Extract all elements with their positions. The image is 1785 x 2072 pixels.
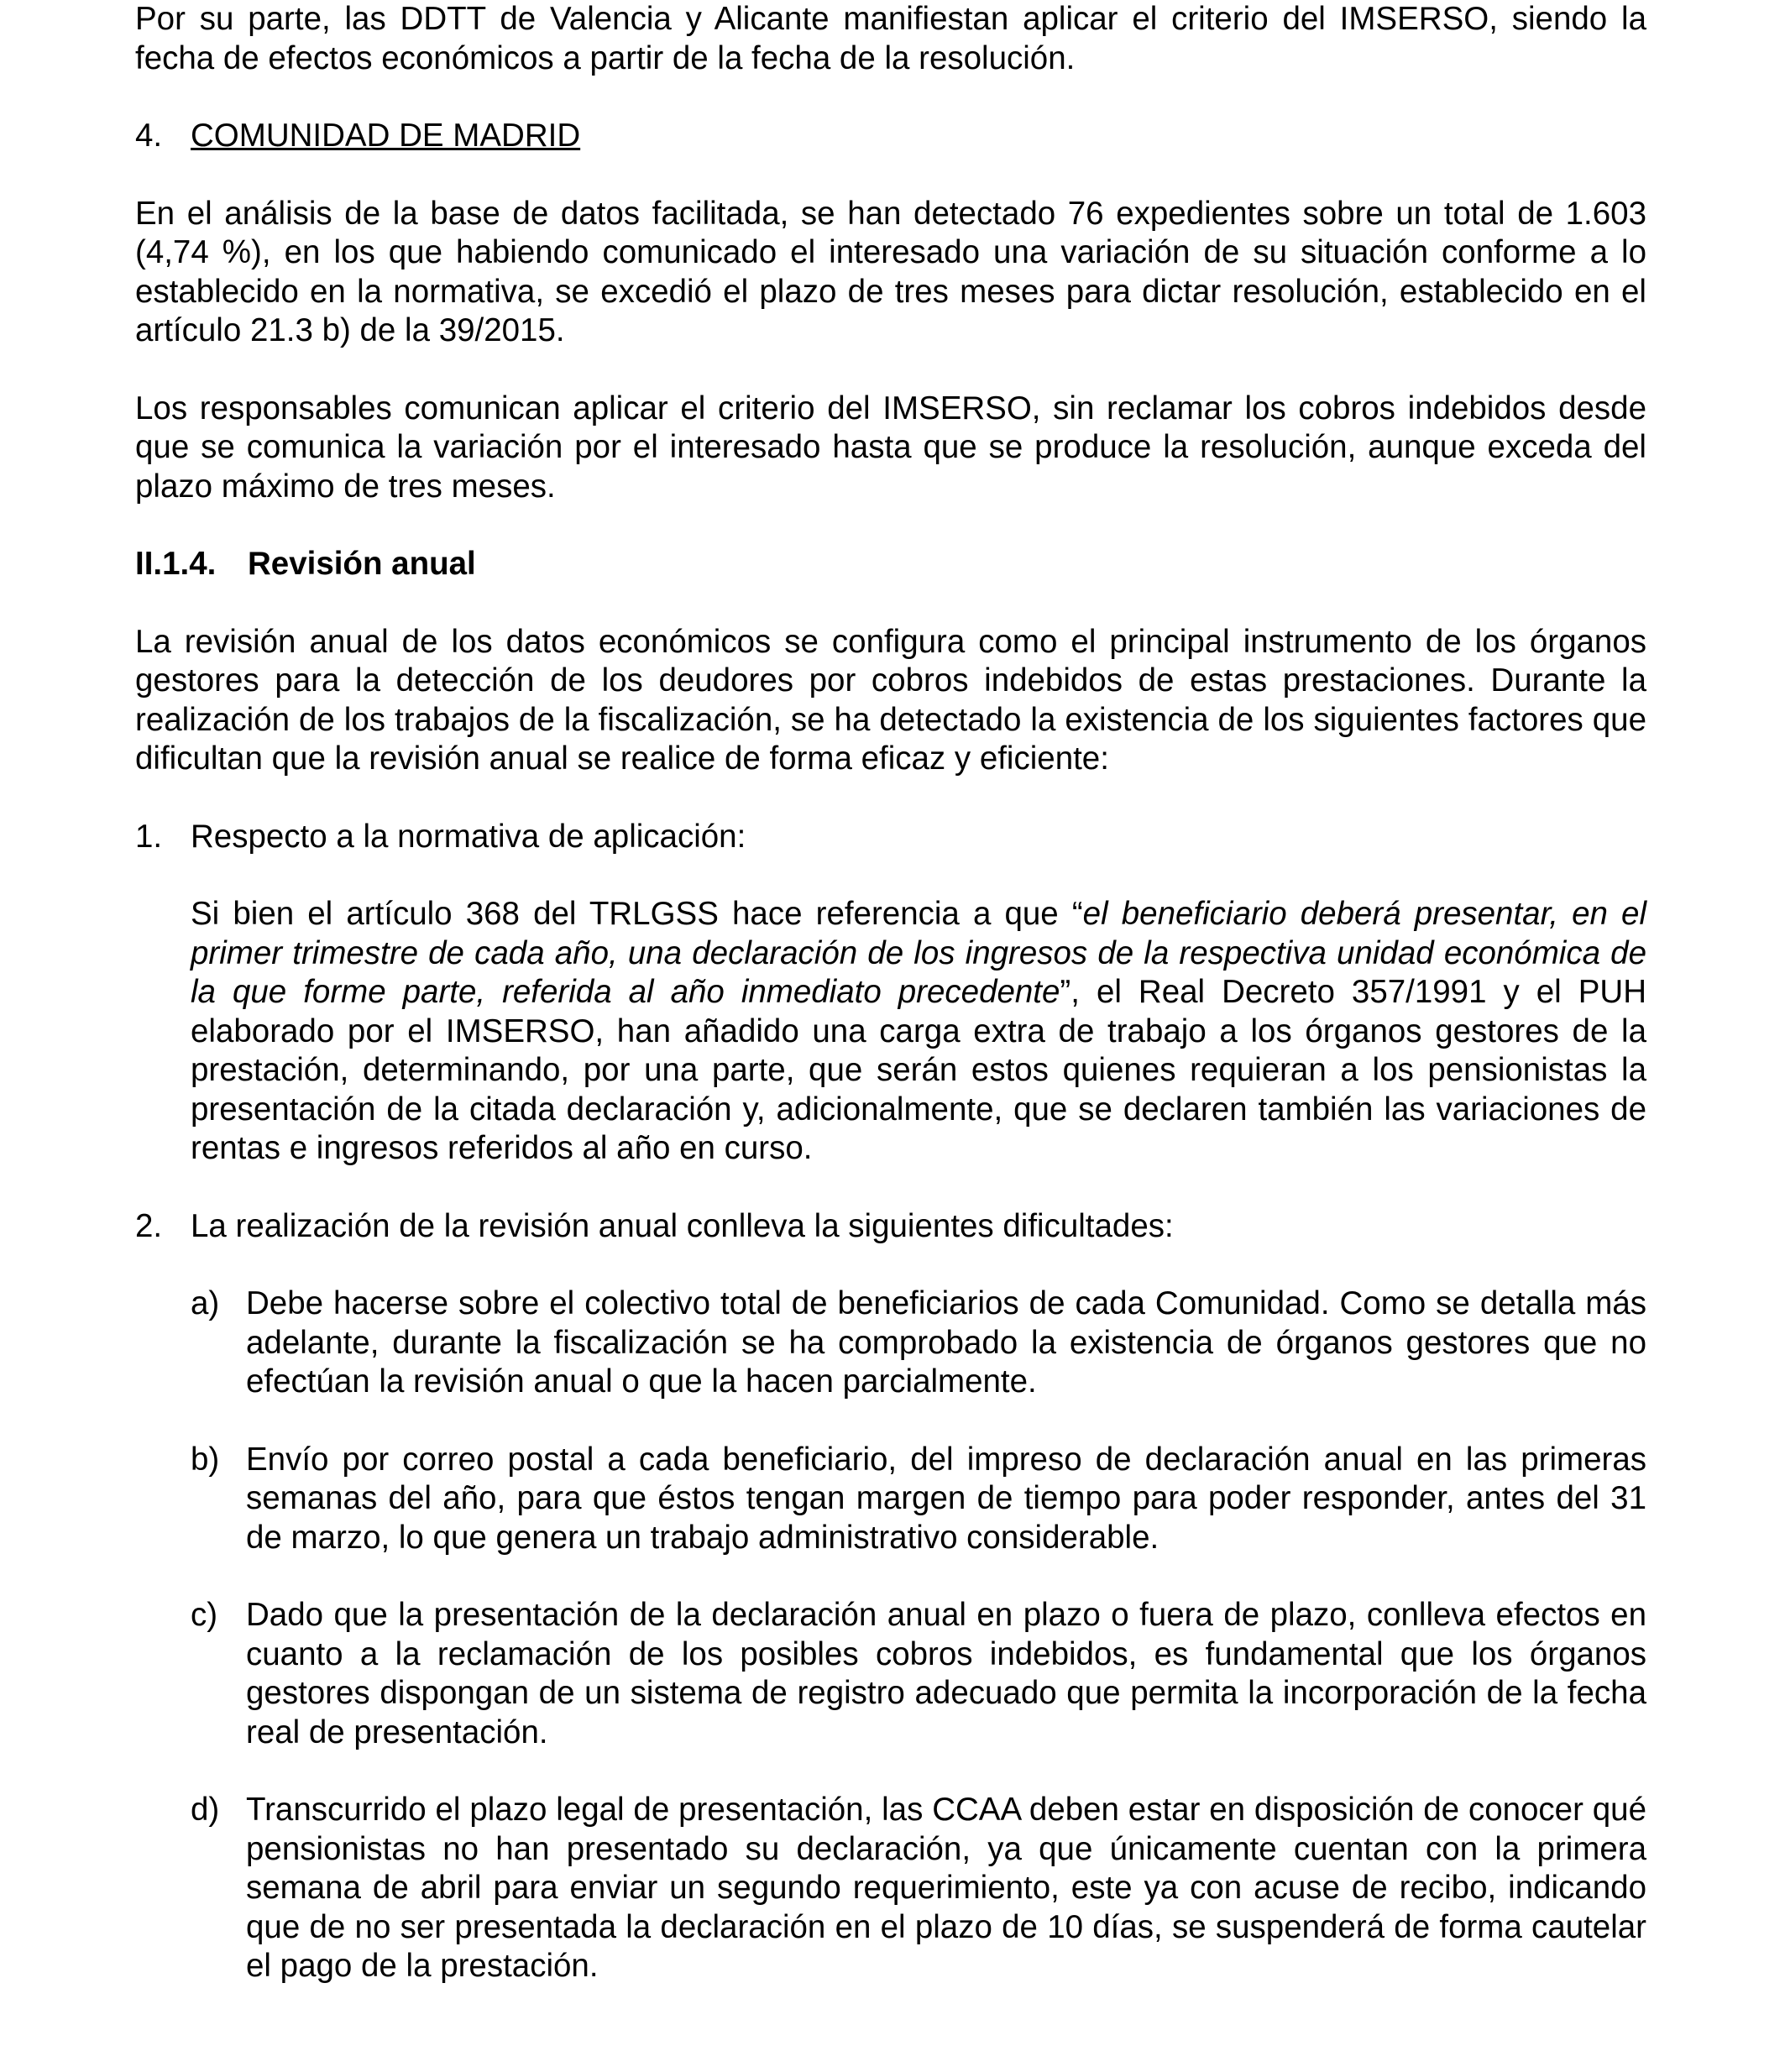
sub-item-a-text: Debe hacerse sobre el colectivo total de beneficiarios de cada Comunidad. Como se detalla más adelante, durante la fiscalización se ha comprobado la existencia de órganos gestores que no efectúan la revisión anual o que la hacen parcialmente. bbox=[246, 1285, 1646, 1400]
list-item-2 bbox=[135, 1207, 1646, 1247]
paragraph-section-intro: La revisión anual de los datos económicos se configura como el principal instrumento de los órganos gestores para la detección de los deudores por cobros indebidos de estas prestaciones. Durante la realización de los trabajos de la fiscalización, se ha detectado la existencia de los siguientes factores que dificultan que la revisión anual se realice de forma eficaz y eficiente: bbox=[135, 623, 1646, 777]
madrid-heading-number: 4. bbox=[135, 118, 163, 154]
paragraph-valencia-alicante: Por su parte, las DDTT de Valencia y Alicante manifiestan aplicar el criterio del IMSERSO, siendo la fecha de efectos económicos a partir de la fecha de la resolución. bbox=[135, 1, 1646, 76]
detail-start: Si bien el artículo 368 del TRLGSS hace referencia a que “ bbox=[191, 896, 1083, 932]
sub-item-b-text: Envío por correo postal a cada beneficiario, del impreso de declaración anual en las primeras semanas del año, para que éstos tengan margen de tiempo para poder responder, antes del 31 de marzo, lo que genera un trabajo administrativo considerable. bbox=[246, 1441, 1646, 1556]
sub-item-c bbox=[191, 1596, 1646, 1752]
sub-item-d-text: Transcurrido el plazo legal de presentación, las CCAA deben estar en disposición de conocer qué pensionistas no han presentado su declaración, ya que únicamente cuentan con la primera semana de abril para enviar un segundo requerimiento, este ya con acuse de recibo, indicando que de no ser presentada la declaración en el plazo de 10 días, se suspenderá de forma cautelar el pago de la prestación. bbox=[246, 1792, 1646, 1984]
sub-item-a-marker: a) bbox=[191, 1285, 220, 1321]
sub-item-c-marker: c) bbox=[191, 1597, 218, 1633]
paragraph-madrid-responsables: Los responsables comunican aplicar el criterio del IMSERSO, sin reclamar los cobros indebidos desde que se comunica la variación por el interesado hasta que se produce la resolución, aunque exceda del plazo máximo de tres meses. bbox=[135, 390, 1646, 505]
document-page bbox=[135, 0, 1646, 2025]
madrid-heading-title: COMUNIDAD DE MADRID bbox=[191, 118, 581, 154]
section-heading bbox=[135, 545, 1646, 584]
section-title: Revisión anual bbox=[248, 546, 476, 582]
list-item-1-detail bbox=[191, 895, 1646, 1169]
section-number: II.1.4. bbox=[135, 546, 217, 582]
sub-item-b-marker: b) bbox=[191, 1441, 220, 1478]
sub-item-d-marker: d) bbox=[191, 1792, 220, 1828]
paragraph-madrid-analysis: En el análisis de la base de datos facilitada, se han detectado 76 expedientes sobre un total de 1.603 (4,74 %), en los que habiendo comunicado el interesado una variación de su situación conforme a lo establecido en la normativa, se excedió el plazo de tres meses para dictar resolución, establecido en el artículo 21.3 b) de la 39/2015. bbox=[135, 195, 1646, 348]
detail-end: ”, el Real Decreto 357/1991 y el PUH elaborado por el IMSERSO, han añadido una carga extra de trabajo a los órganos gestores de la prestación, determinando, por una parte, que serán estos quienes requieran a los pensionistas la presentación de la citada declaración y, adicionalmente, que se declaren también las variaciones de rentas e ingresos referidos al año en curso. bbox=[191, 974, 1646, 1166]
sub-item-a bbox=[191, 1285, 1646, 1402]
list-item-1-text: Respecto a la normativa de aplicación: bbox=[191, 818, 746, 855]
sub-item-d bbox=[191, 1791, 1646, 1986]
list-item-1-marker: 1. bbox=[135, 818, 163, 855]
list-item-2-marker: 2. bbox=[135, 1207, 163, 1244]
detail-quote: el beneficiario deberá presentar, en el primer trimestre de cada año, una declaración de los ingresos de la respectiva unidad económica de la que forme parte, referida al año inmediato precedente bbox=[191, 896, 1646, 1010]
madrid-heading bbox=[135, 117, 1646, 156]
sub-item-c-text: Dado que la presentación de la declaración anual en plazo o fuera de plazo, conlleva efectos en cuanto a la reclamación de los posibles cobros indebidos, es fundamental que los órganos gestores dispongan de un sistema de registro adecuado que permita la incorporación de la fecha real de presentación. bbox=[246, 1597, 1646, 1750]
sub-item-b bbox=[191, 1441, 1646, 1558]
list-item-1 bbox=[135, 818, 1646, 1169]
list-item-2-text: La realización de la revisión anual conlleva la siguientes dificultades: bbox=[191, 1207, 1174, 1244]
